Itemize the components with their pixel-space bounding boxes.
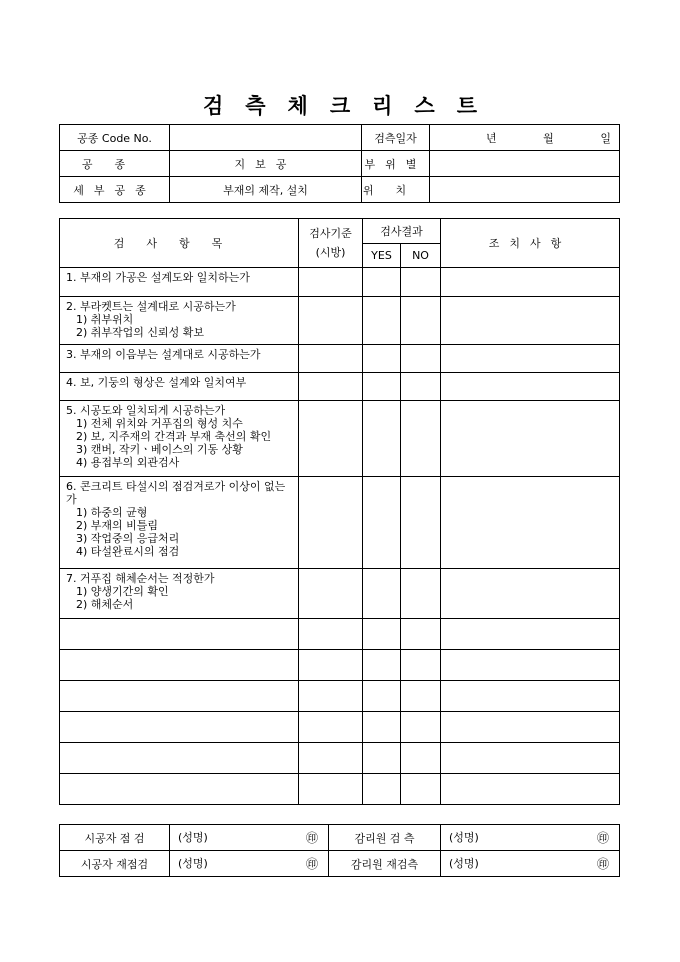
- no-cell[interactable]: [401, 477, 441, 569]
- no-cell[interactable]: [401, 712, 441, 743]
- signature-row-2: [60, 851, 620, 877]
- action-cell[interactable]: [441, 401, 620, 477]
- item-cell[interactable]: [60, 650, 299, 681]
- yes-cell[interactable]: [363, 712, 401, 743]
- checklist-row: [60, 401, 620, 477]
- standard-cell[interactable]: [299, 268, 363, 297]
- action-cell[interactable]: [441, 569, 620, 619]
- header-no: NO: [401, 244, 441, 268]
- action-cell[interactable]: [441, 650, 620, 681]
- no-cell[interactable]: [401, 297, 441, 345]
- header-row: [60, 219, 620, 244]
- no-cell[interactable]: [401, 401, 441, 477]
- item-cell[interactable]: [60, 619, 299, 650]
- work-type-value[interactable]: 지보공: [170, 151, 362, 177]
- no-cell[interactable]: [401, 268, 441, 297]
- yes-cell[interactable]: [363, 477, 401, 569]
- checklist-item: [60, 297, 299, 345]
- no-cell[interactable]: [401, 345, 441, 373]
- item-cell[interactable]: [60, 681, 299, 712]
- yes-cell[interactable]: [363, 619, 401, 650]
- no-cell[interactable]: [401, 619, 441, 650]
- header-standard: [299, 219, 363, 268]
- checklist-table: [59, 218, 620, 805]
- contractor-inspect-name: (성명): [178, 831, 208, 844]
- header-item: 검사항목: [60, 219, 299, 268]
- supervisor-reinspect-name: (성명): [449, 857, 479, 870]
- standard-cell[interactable]: [299, 569, 363, 619]
- contractor-inspect-label: 시공자 점 검: [60, 825, 170, 851]
- signature-row-1: [60, 825, 620, 851]
- checklist-item: [60, 345, 299, 373]
- checklist-item-title: 6. 콘크리트 타설시의 점검겨로가 이상이 없는가: [66, 480, 286, 506]
- checklist-subitem: 2) 부재의 비틀림: [76, 519, 159, 532]
- contractor-reinspect-label: 시공자 재점검: [60, 851, 170, 877]
- checklist-row: [60, 373, 620, 401]
- info-row-code: [60, 125, 620, 151]
- item-cell[interactable]: [60, 743, 299, 774]
- empty-row: [60, 712, 620, 743]
- yes-cell[interactable]: [363, 743, 401, 774]
- seal-icon: ㊞: [596, 857, 609, 871]
- day-label: 일: [600, 131, 611, 145]
- action-cell[interactable]: [441, 681, 620, 712]
- yes-cell[interactable]: [363, 345, 401, 373]
- inspection-date-value[interactable]: [430, 125, 620, 151]
- checklist-item-title: 7. 거푸집 해체순서는 적정한가: [66, 572, 215, 585]
- yes-cell[interactable]: [363, 297, 401, 345]
- standard-cell[interactable]: [299, 774, 363, 805]
- signature-table: [59, 824, 620, 877]
- checklist-subitem: 2) 해체순서: [76, 598, 134, 611]
- info-table: [59, 124, 620, 203]
- checklist-subitem: 3) 작업중의 응급처리: [76, 532, 180, 545]
- supervisor-inspect-name: (성명): [449, 831, 479, 844]
- checklist-items: [60, 268, 620, 805]
- inspection-date-label: 검측일자: [362, 125, 430, 151]
- seal-icon: ㊞: [305, 857, 318, 871]
- action-cell[interactable]: [441, 297, 620, 345]
- no-cell[interactable]: [401, 774, 441, 805]
- header-result: 검사결과: [363, 219, 441, 244]
- action-cell[interactable]: [441, 743, 620, 774]
- no-cell[interactable]: [401, 373, 441, 401]
- checklist-row: [60, 268, 620, 297]
- standard-cell[interactable]: [299, 681, 363, 712]
- yes-cell[interactable]: [363, 569, 401, 619]
- contractor-reinspect-sign[interactable]: [170, 851, 329, 877]
- month-label: 월: [543, 131, 554, 145]
- action-cell[interactable]: [441, 345, 620, 373]
- action-cell[interactable]: [441, 774, 620, 805]
- empty-row: [60, 650, 620, 681]
- supervisor-reinspect-sign[interactable]: [441, 851, 620, 877]
- contractor-inspect-sign[interactable]: [170, 825, 329, 851]
- info-row-detail: [60, 177, 620, 203]
- action-cell[interactable]: [441, 712, 620, 743]
- empty-row: [60, 681, 620, 712]
- location-label: 위치: [362, 177, 430, 203]
- header-yes: YES: [363, 244, 401, 268]
- header-action: 조치사항: [441, 219, 620, 268]
- checklist-subitem: 3) 캔버, 작키ㆍ베이스의 기동 상황: [76, 443, 243, 456]
- empty-row: [60, 619, 620, 650]
- location-value[interactable]: [430, 177, 620, 203]
- checklist-subitem: 4) 용접부의 외관검사: [76, 456, 180, 469]
- supervisor-inspect-label: 감리원 검 측: [329, 825, 441, 851]
- checklist-item: [60, 569, 299, 619]
- empty-row: [60, 774, 620, 805]
- seal-icon: ㊞: [305, 831, 318, 845]
- page-title: 검측체크리스트: [202, 93, 499, 118]
- standard-cell[interactable]: [299, 619, 363, 650]
- action-cell[interactable]: [441, 619, 620, 650]
- no-cell[interactable]: [401, 650, 441, 681]
- checklist-item: [60, 477, 299, 569]
- checklist-item-title: 5. 시공도와 일치되게 시공하는가: [66, 404, 226, 417]
- standard-cell[interactable]: [299, 345, 363, 373]
- checklist-subitem: 2) 취부작업의 신뢰성 확보: [76, 326, 205, 339]
- standard-cell[interactable]: [299, 401, 363, 477]
- checklist-item-title: 2. 부라켓트는 설계대로 시공하는가: [66, 300, 236, 313]
- year-label: 년: [486, 131, 497, 145]
- work-type-label: 공종: [60, 151, 170, 177]
- item-cell[interactable]: [60, 774, 299, 805]
- checklist-subitem: 2) 보, 지주재의 간격과 부재 축선의 확인: [76, 430, 272, 443]
- yes-cell[interactable]: [363, 681, 401, 712]
- checklist-subitem: 1) 취부위치: [76, 313, 134, 326]
- yes-cell[interactable]: [363, 268, 401, 297]
- checklist-row: [60, 297, 620, 345]
- standard-cell[interactable]: [299, 297, 363, 345]
- no-cell[interactable]: [401, 569, 441, 619]
- header-standard-label: 검사기준: [309, 227, 352, 240]
- checklist-item: [60, 401, 299, 477]
- supervisor-reinspect-label: 감리원 재검측: [329, 851, 441, 877]
- standard-cell[interactable]: [299, 712, 363, 743]
- code-value[interactable]: [170, 125, 362, 151]
- yes-cell[interactable]: [363, 650, 401, 681]
- standard-cell[interactable]: [299, 650, 363, 681]
- detail-work-value[interactable]: 부재의 제작, 설치: [170, 177, 362, 203]
- standard-cell[interactable]: [299, 477, 363, 569]
- checklist-row: [60, 477, 620, 569]
- checklist-subitem: 1) 양생기간의 확인: [76, 585, 169, 598]
- checklist-item-title: 1. 부재의 가공은 설계도와 일치하는가: [66, 271, 250, 284]
- checklist-subitem: 1) 전체 위치와 거푸집의 형성 치수: [76, 417, 243, 430]
- checklist-row: [60, 569, 620, 619]
- code-label: 공종 Code No.: [60, 125, 170, 151]
- header-standard-sub: (시방): [315, 246, 346, 259]
- standard-cell[interactable]: [299, 743, 363, 774]
- supervisor-inspect-sign[interactable]: [441, 825, 620, 851]
- action-cell[interactable]: [441, 373, 620, 401]
- checklist-item-title: 4. 보, 기둥의 형상은 설계와 일치여부: [66, 376, 247, 389]
- action-cell[interactable]: [441, 268, 620, 297]
- info-row-work-type: [60, 151, 620, 177]
- seal-icon: ㊞: [596, 831, 609, 845]
- empty-row: [60, 743, 620, 774]
- contractor-reinspect-name: (성명): [178, 857, 208, 870]
- part-label: 부위별: [362, 151, 430, 177]
- checklist-row: [60, 345, 620, 373]
- yes-cell[interactable]: [363, 774, 401, 805]
- part-value[interactable]: [430, 151, 620, 177]
- yes-cell[interactable]: [363, 373, 401, 401]
- standard-cell[interactable]: [299, 373, 363, 401]
- checklist-item-title: 3. 부재의 이음부는 설계대로 시공하는가: [66, 348, 261, 361]
- item-cell[interactable]: [60, 712, 299, 743]
- checklist-subitem: 4) 타설완료시의 점검: [76, 545, 180, 558]
- checklist-item: [60, 268, 299, 297]
- no-cell[interactable]: [401, 743, 441, 774]
- yes-cell[interactable]: [363, 401, 401, 477]
- action-cell[interactable]: [441, 477, 620, 569]
- checklist-subitem: 1) 하중의 균형: [76, 506, 148, 519]
- detail-work-label: 세부공종: [60, 177, 170, 203]
- checklist-item: [60, 373, 299, 401]
- no-cell[interactable]: [401, 681, 441, 712]
